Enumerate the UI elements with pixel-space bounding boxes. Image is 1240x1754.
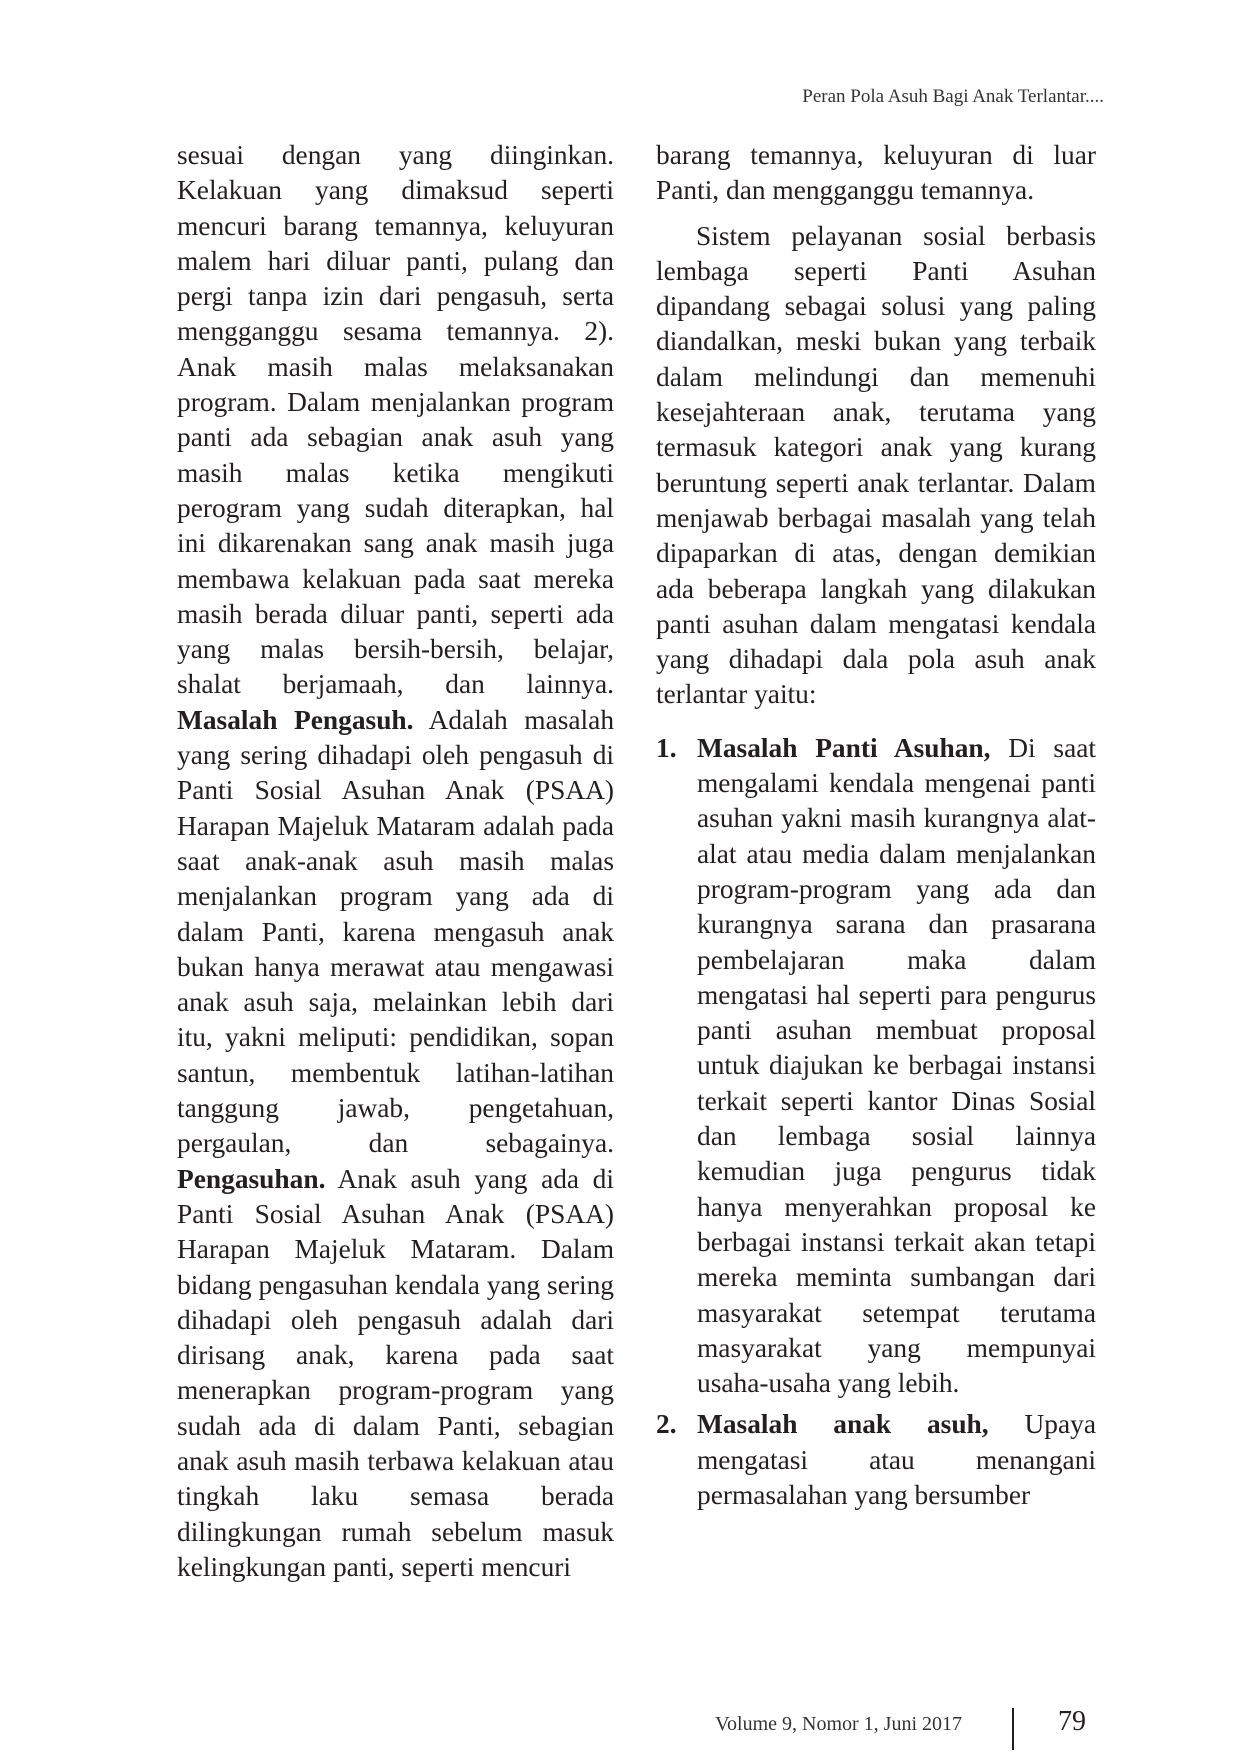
body-paragraph xyxy=(177,138,614,1585)
left-column xyxy=(177,138,614,1585)
numbered-list xyxy=(656,731,1096,1514)
running-header: Peran Pola Asuh Bagi Anak Terlantar.... xyxy=(802,86,1104,107)
list-item-title: Masalah Panti Asuhan, xyxy=(697,732,991,763)
list-number: 2. xyxy=(656,1409,677,1440)
page-number: 79 xyxy=(1058,1706,1086,1737)
list-number: 1. xyxy=(656,732,677,763)
list-item-text: Upaya mengatasi atau menangani permasalahan yang bersumber xyxy=(697,1409,1096,1510)
bold-term-pengasuhan: Pengasuhan. xyxy=(177,1163,326,1194)
volume-info: Volume 9, Nomor 1, Juni 2017 xyxy=(715,1713,962,1735)
paragraph-text: Anak asuh yang ada di Panti Sosial Asuhan Anak (PSAA) Harapan Majeluk Mataram. Dalam bidang pengasuhan kendala yang sering dihadapi oleh pengasuh adalah dari dirisang anak, karena pada saat menerapkan program-program yang sudah ada di dalam Panti, sebagian anak asuh masih terbawa kelakuan atau tingkah laku semasa berada dilingkungan rumah sebelum masuk kelingkungan panti, seperti mencuri xyxy=(177,1163,614,1582)
list-item-title: Masalah anak asuh, xyxy=(697,1409,989,1440)
list-item xyxy=(656,1407,1096,1513)
footer-divider xyxy=(1012,1708,1014,1750)
body-paragraph: Sistem pelayanan sosial berbasis lembaga seperti Panti Asuhan dipandang sebagai solusi yang paling diandalkan, meski bukan yang terbaik dalam melindungi dan memenuhi kesejahteraan anak, terutama yang termasuk kategori anak yang kurang beruntung seperti anak terlantar. Dalam menjawab berbagai masalah yang telah dipaparkan di atas, dengan demikian ada beberapa langkah yang dilakukan panti asuhan dalam mengatasi kendala yang dihadapi dala pola asuh anak terlantar yaitu: xyxy=(656,220,1096,710)
list-item xyxy=(656,731,1096,1402)
bold-term-masalah-pengasuh: Masalah Pengasuh. xyxy=(177,704,414,735)
paragraph-text: sesuai dengan yang diinginkan. Kelakuan yang dimaksud seperti mencuri barang temannya, keluyuran malem hari diluar panti, pulang dan pergi tanpa izin dari pengasuh, serta mengganggu sesama temannya. 2). Anak masih malas melaksanakan program. Dalam menjalankan program panti ada sebagian anak asuh yang masih malas ketika mengikuti perogram yang sudah diterapkan, hal ini dikarenakan sang anak masih juga membawa kelakuan pada saat mereka masih berada diluar panti, seperti ada yang malas bersih-bersih, belajar, shalat berjamaah, dan lainnya. xyxy=(177,140,614,700)
continued-paragraph: barang temannya, keluyuran di luar Panti, dan mengganggu temannya. xyxy=(656,140,1096,206)
paragraph-text: Adalah masalah yang sering dihadapi oleh pengasuh di Panti Sosial Asuhan Anak (PSAA) Harapan Majeluk Mataram adalah pada saat anak-anak asuh masih malas menjalankan program yang ada di dalam Panti, karena mengasuh anak bukan hanya merawat atau mengawasi anak asuh saja, melainkan lebih dari itu, yakni meliputi: pendidikan, sopan santun, membentuk latihan-latihan tanggung jawab, pengetahuan, pergaulan, dan sebagainya. xyxy=(177,704,615,1159)
right-column xyxy=(656,138,1096,1519)
list-item-text: Di saat mengalami kendala mengenai panti asuhan yakni masih kurangnya alat-alat atau media dalam menjalankan program-program yang ada dan kurangnya sarana dan prasarana pembelajaran maka dalam mengatasi hal seperti para pengurus panti asuhan membuat proposal untuk diajukan ke berbagai instansi terkait seperti kantor Dinas Sosial dan lembaga sosial lainnya kemudian juga pengurus tidak hanya menyerahkan proposal ke berbagai instansi terkait akan tetapi mereka meminta sumbangan dari masyarakat setempat terutama masyarakat yang mempunyai usaha-usaha yang lebih. xyxy=(697,732,1096,1399)
